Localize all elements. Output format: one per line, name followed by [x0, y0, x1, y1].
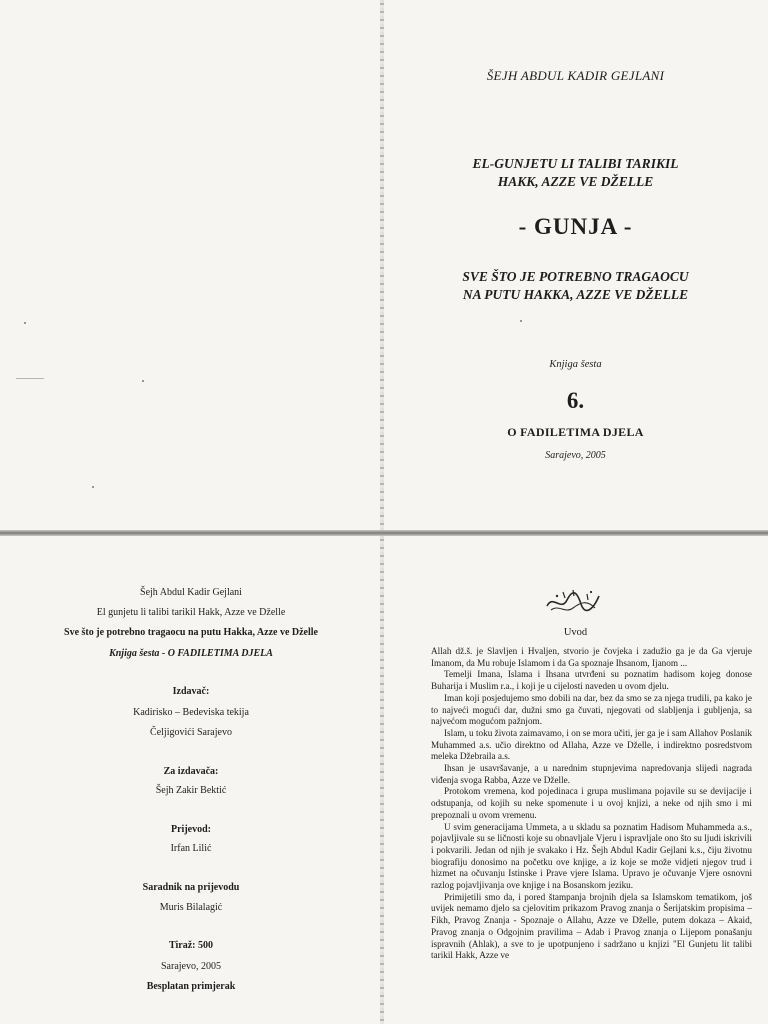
- colophon-associate-label: Saradnik na prijevodu: [142, 882, 240, 893]
- colophon-author: Šejh Abdul Kadir Gejlani: [140, 587, 242, 598]
- colophon-book: Knjiga šesta - O FADILETIMA DJELA: [109, 648, 273, 659]
- scan-speck: [92, 486, 94, 488]
- colophon-associate: Muris Bilalagić: [159, 902, 223, 913]
- title-arabic-line2: HAKK, AZZE VE DŽELLE: [497, 174, 654, 189]
- colophon-free-copy: Besplatan primjerak: [146, 981, 236, 992]
- subtitle: [383, 268, 768, 304]
- book-label: Knjiga šesta: [549, 359, 602, 370]
- colophon-print-run: Tiraž: 500: [169, 940, 213, 951]
- subtitle-line1: SVE ŠTO JE POTREBNO TRAGAOCU: [462, 269, 689, 284]
- colophon-translation-label: Prijevod:: [171, 824, 211, 835]
- colophon-publisher-label: Izdavač:: [172, 686, 210, 697]
- vertical-fold: [380, 0, 384, 1024]
- scan-speck: [142, 380, 144, 382]
- title-arabic-line1: EL-GUNJETU LI TALIBI TARIKIL: [472, 156, 679, 171]
- intro-paragraph: U svim generacijama Ummeta, a u skladu sa poznatim Hadisom Muhammeda a.s., pojavljivale su se ličnosti koje su obnavljale Vjeru i ispravljale ono što su ljudi iskrivili i pokvarili. Jedan od njih je svakako i Hz. Šejh Abdul Kadir Gejlani k.s., čiju životnu biografiju donosimo na početku ove knjige, a iz koje se može vidjeti njegov trud i hizmet na očuvanju Istinske i Prave vjere Islama. Upravo je očuvanje Vjere osnovni razlog pojavljivanja ove knjige i na Bosanskom jeziku.: [431, 821, 752, 891]
- intro-paragraph: Primijetili smo da, i pored štampanja brojnih djela sa Islamskom tematikom, još uvijek nemamo djelo sa cjelovitim prikazom Pravog znanja o Šerijatskim propisima – Fikh, Pravog Znanja - Spoznaje o Allahu, Azze ve Dželle, putem dokaza – Akaid, Pravog znanja o Odgojnim pravilima – Adab i Pravog znanja o Lijepom ponašanju ispravnih (Ahlak), a sve to je upotpunjeno i sadržano u knjizi "El Gunjetu lit talibi tarikil Hakk, Azze ve: [431, 891, 752, 961]
- main-title: - GUNJA -: [518, 214, 633, 239]
- intro-body: [431, 646, 752, 962]
- colophon-title: El gunjetu li talibi tarikil Hakk, Azze ve Dželle: [96, 607, 286, 618]
- colophon-for-publisher: Šejh Zakir Bektić: [155, 785, 227, 796]
- intro-paragraph: Temelji Imana, Islama i Ihsana utvrđeni su poznatim hadisom kojeg donose Buharija i Muslim r.a., i koji je u cijelosti naveden u ovom djelu.: [431, 669, 752, 692]
- title-author: ŠEJH ABDUL KADIR GEJLANI: [486, 68, 665, 83]
- blank-page-top-left: [0, 0, 383, 532]
- colophon-for-publisher-label: Za izdavača:: [163, 766, 219, 777]
- title-arabic: [383, 155, 768, 191]
- intro-heading: Uvod: [563, 627, 588, 638]
- scan-speck: [16, 378, 44, 379]
- title-page: [383, 0, 768, 532]
- colophon-publisher-line2: Čeljigovići Sarajevo: [150, 727, 232, 738]
- chapter-title: O FADILETIMA DJELA: [507, 425, 644, 439]
- intro-paragraph: Iman koji posjedujemo smo dobili na dar, bez da smo se za njega trudili, pa kako je to najveći mogući dar, dužni smo ga čuvati, njegovati od slabljenja i gubljenja, sa najvećom mogućom pažnjom.: [431, 692, 752, 727]
- intro-paragraph: Allah dž.š. je Slavljen i Hvaljen, stvorio je čovjeka i zadužio ga je da Ga vjeruje Imanom, da Mu robuje Islamom i da Ga spoznaje Ihsanom, Ijanom ...: [431, 646, 752, 668]
- colophon-place-year: Sarajevo, 2005: [161, 961, 221, 972]
- colophon-subtitle: Sve što je potrebno tragaocu na putu Hakka, Azze ve Dželle: [64, 627, 318, 638]
- scan-speck: [24, 322, 26, 324]
- subtitle-line2: NA PUTU HAKKA, AZZE VE DŽELLE: [462, 287, 689, 302]
- scan-speck: [520, 320, 522, 322]
- colophon-publisher-line1: Kadirisko – Bedeviska tekija: [133, 707, 249, 718]
- intro-paragraph: Protokom vremena, kod pojedinaca i grupa muslimana pojavile su se devijacije i odstupanja, od kojih su neke spomenute i u ovoj knjizi, a neke od njih smo i mi prepoznali u ovom vremenu.: [431, 786, 752, 820]
- intro-paragraph: Islam, u toku života zaimavamo, i on se mora učiti, jer ga je i sam Allahov Poslanik Muhammed a.s. učio direktno od Allaha, Azze ve Dželle, i indirektno posredstvom meleka Džebraila a.s.: [431, 727, 752, 762]
- colophon-translator: Irfan Lilić: [170, 843, 212, 854]
- book-number: 6.: [566, 388, 585, 413]
- title-place-year: Sarajevo, 2005: [545, 450, 606, 461]
- intro-paragraph: Ihsan je usavršavanje, a u narednim stupnjevima napredovanja slijedi nagrada viđenja svoga Rabba, Azze ve Dželle.: [431, 763, 752, 785]
- calligraphy-ornament: [543, 586, 603, 616]
- horizontal-fold: [0, 530, 768, 536]
